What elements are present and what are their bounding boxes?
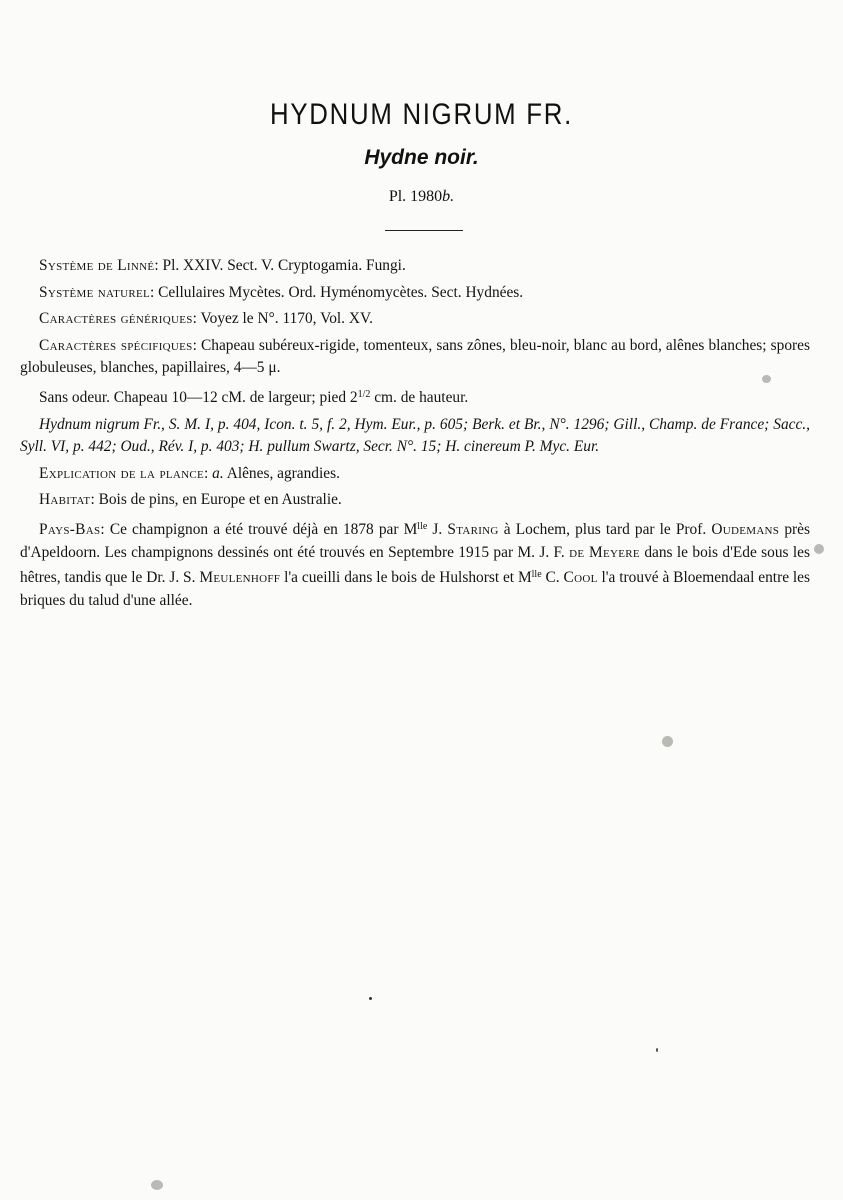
- odeur-text: Sans odeur. Chapeau 10—12 cM. de largeur; pied 2: [39, 388, 358, 406]
- generiques-paragraph: [20, 308, 810, 331]
- synonyms-paragraph: [20, 414, 810, 459]
- scan-speck: [814, 544, 824, 554]
- habitat-paragraph: [20, 489, 810, 512]
- naturel-label: Système naturel: [39, 283, 151, 301]
- paysbas-text-2: à Lochem, plus tard par le Prof.: [498, 520, 712, 538]
- scan-speck: [656, 1048, 658, 1052]
- paysbas-name-staring: Staring: [447, 520, 499, 538]
- linne-label: Système de Linné: [39, 257, 155, 274]
- paysbas-text-5b: C.: [541, 569, 564, 587]
- scan-speck: [151, 1180, 163, 1190]
- paysbas-text-1: Ce champignon a été trouvé déjà en 1878 par M: [109, 520, 418, 538]
- plate-number-text: Pl. 1980: [388, 188, 443, 205]
- paysbas-name-cool: Cool: [563, 569, 598, 587]
- synonyms-text: Hydnum nigrum Fr., S. M. I, p. 404, Icon. t. 5, f. 2, Hym. Eur., p. 605; Berk. et Br., N°. 1296; Gill., Champ. de France; Sacc., Syll. VI, p. 442; Oud., Rév. I, p. 403; H. pullum Swartz, Secr. N°. 15; H. cinereum P. Myc. Eur.: [20, 415, 810, 456]
- habitat-text: Bois de pins, en Europe et en Australie.: [98, 491, 342, 509]
- explication-text: Alênes, agrandies.: [223, 464, 340, 482]
- naturel-sep: :: [150, 283, 159, 301]
- generiques-text: Voyez le N°. 1170, Vol. XV.: [200, 310, 373, 328]
- paysbas-name-meyere: de Meyere: [569, 543, 640, 561]
- paysbas-label: Pays-Bas: [39, 520, 101, 538]
- paysbas-name-meulenhoff: Meulenhoff: [199, 569, 281, 587]
- plate-number: [0, 188, 843, 206]
- plate-number-suffix: b.: [442, 188, 455, 205]
- habitat-sep: :: [90, 491, 99, 509]
- common-name: Hydne noir.: [364, 146, 479, 169]
- paysbas-sep: :: [100, 520, 110, 538]
- explication-letter: a.: [212, 464, 224, 482]
- paysbas-text-1b: J.: [427, 520, 448, 538]
- specifiques-text: Chapeau subéreux-rigide, tomenteux, sans zônes, bleu-noir, blanc au bord, alênes blanches; spores globuleuses, blanches, papillaires, 4—5 μ.: [20, 336, 810, 377]
- odeur-fraction: 1/2: [357, 388, 371, 400]
- paysbas-sup-1: lle: [417, 520, 428, 532]
- species-title: HYDNUM NIGRUM FR.: [270, 98, 573, 131]
- description-body: [20, 255, 810, 616]
- paysbas-text-6: l'a trouvé à Bloemendaal entre les briques du talud d'une allée.: [20, 569, 811, 609]
- paysbas-paragraph: [20, 516, 810, 612]
- specifiques-sep: :: [192, 336, 201, 354]
- explication-paragraph: [20, 463, 810, 486]
- habitat-label: Habitat: [39, 491, 91, 509]
- specifiques-paragraph: [20, 335, 810, 380]
- explication-label: Explication de la plance: [39, 464, 205, 482]
- scan-speck: [662, 736, 673, 747]
- paysbas-sup-2: lle: [531, 569, 542, 581]
- specifiques-label: Caractères spécifiques: [39, 336, 193, 354]
- paysbas-name-oudemans: Oudemans: [711, 520, 780, 538]
- linne-text: Pl. XXIV. Sect. V. Cryptogamia. Fungi.: [162, 257, 406, 274]
- title-divider: [385, 230, 463, 231]
- linne-paragraph: [20, 255, 810, 278]
- naturel-text: Cellulaires Mycètes. Ord. Hyménomycètes. Sect. Hydnées.: [158, 283, 524, 301]
- paysbas-text-3: près d'Apeldoorn. Les champignons dessinés ont été trouvés en Septembre 1915 par M. J. F.: [20, 520, 810, 561]
- linne-sep: :: [154, 257, 163, 274]
- generiques-sep: :: [192, 310, 201, 328]
- explication-sep: :: [204, 464, 213, 482]
- paysbas-text-5: l'a cueilli dans le bois de Hulshorst et M: [280, 569, 532, 587]
- naturel-paragraph: [20, 282, 810, 305]
- odeur-text-after: cm. de hauteur.: [370, 388, 469, 406]
- paysbas-text-4: dans le bois d'Ede sous les hêtres, tandis que le Dr. J. S.: [20, 543, 810, 587]
- generiques-label: Caractères génériques: [39, 310, 193, 328]
- scan-speck: [369, 997, 372, 1000]
- odeur-paragraph: [20, 384, 810, 410]
- scan-speck: [762, 375, 771, 383]
